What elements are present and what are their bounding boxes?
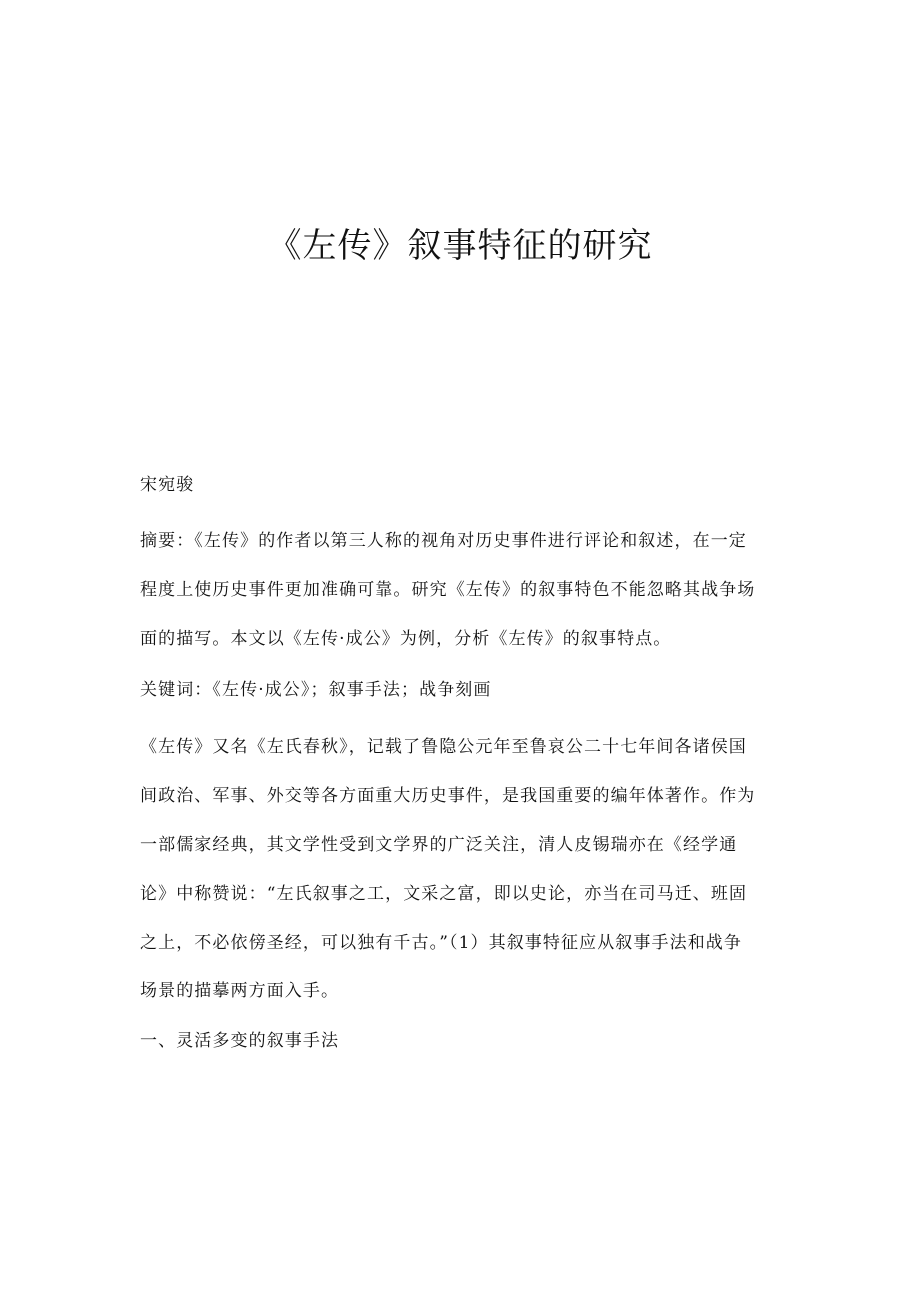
abstract-line: 摘要：《左传》的作者以第三人称的视角对历史事件进行评论和叙述，在一定: [140, 531, 747, 551]
abstract-line: 程度上使历史事件更加准确可靠。研究《左传》的叙事特色不能忽略其战争场: [140, 580, 756, 600]
keywords: 关键词：《左传·成公》；叙事手法；战争刻画: [140, 680, 492, 700]
body-line: 间政治、军事、外交等各方面重大历史事件，是我国重要的编年体著作。作为: [140, 786, 756, 806]
section-heading: 一、灵活多变的叙事手法: [140, 1031, 340, 1051]
body-line: 之上，不必依傍圣经，可以独有千古。”（1）其叙事特征应从叙事手法和战争: [140, 933, 743, 953]
body-line: 《左传》又名《左氏春秋》，记载了鲁隐公元年至鲁哀公二十七年间各诸侯国: [140, 737, 747, 757]
abstract-line: 面的描写。本文以《左传·成公》为例，分析《左传》的叙事特点。: [140, 629, 672, 649]
body-line: 场景的描摹两方面入手。: [140, 981, 340, 1001]
body-line: 一部儒家经典，其文学性受到文学界的广泛关注，清人皮锡瑞亦在《经学通: [140, 835, 738, 855]
author: 宋宛骏: [140, 475, 195, 495]
body-line: 论》中称赞说：“左氏叙事之工，文采之富，即以史论，亦当在司马迁、班固: [140, 884, 748, 904]
document-title: 《左传》叙事特征的研究: [267, 226, 653, 266]
